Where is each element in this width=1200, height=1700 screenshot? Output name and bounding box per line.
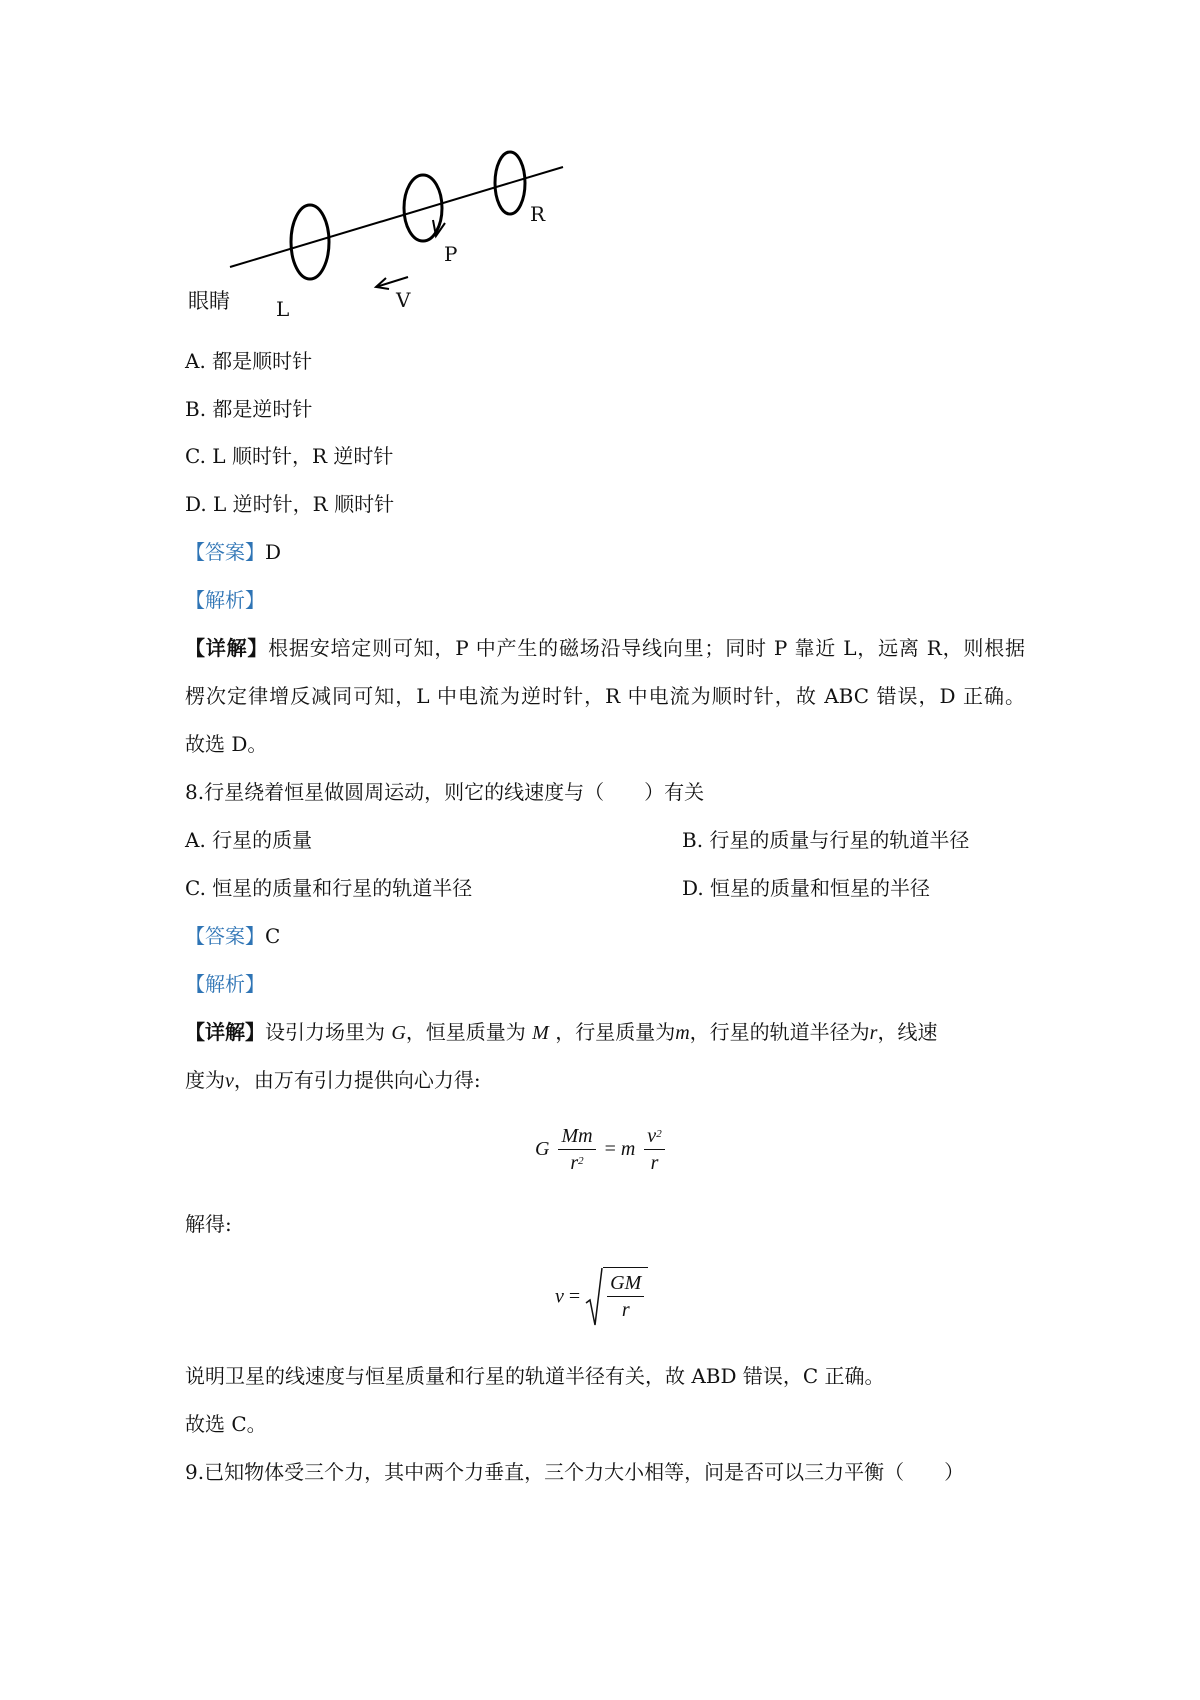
- fraction-numerator: [644, 1123, 664, 1150]
- q8-detail-line-1: [185, 1019, 1025, 1046]
- answer-tag: 【答案】: [185, 540, 265, 564]
- q7-option-d: D. L 逆时针，R 顺时针: [185, 492, 395, 516]
- fraction-denominator: r: [621, 1299, 630, 1321]
- eq-equals: =: [604, 1138, 616, 1160]
- eq-equals: =: [568, 1285, 581, 1308]
- radical-sign: [585, 1267, 603, 1327]
- den-base: r: [570, 1152, 579, 1174]
- ring-L-label: L: [276, 297, 290, 321]
- q8-explanation: 说明卫星的线速度与恒星质量和行星的轨道半径有关，故 ABD 错误，C 正确。: [185, 1364, 885, 1388]
- fraction-gm-r: [607, 1270, 644, 1323]
- detail-text: 度为: [185, 1068, 225, 1092]
- answer-value: C: [265, 924, 281, 948]
- q8-option-a: A. 行星的质量: [185, 828, 313, 852]
- diagram-figure: [180, 150, 580, 330]
- detail-tag: 【详解】: [185, 1020, 265, 1044]
- q7-answer: [185, 539, 281, 565]
- fraction-numerator: Mm: [558, 1123, 595, 1150]
- den-exponent: 2: [578, 1155, 584, 1167]
- q7-detail-line-2: 楞次定律增反减同可知，L 中电流为逆时针，R 中电流为顺时针，故 ABC 错误，D 正确。: [185, 684, 1025, 708]
- q7-conclusion: 故选 D。: [185, 732, 268, 756]
- symbol-m: m: [675, 1022, 690, 1044]
- equation-velocity: [555, 1267, 648, 1327]
- symbol-r: r: [869, 1022, 878, 1044]
- square-root: [585, 1267, 648, 1327]
- detail-text: 根据安培定则可知，P 中产生的磁场沿导线向里；同时 P 靠近 L，远离 R，则根据: [268, 636, 1025, 660]
- q8-answer: [185, 923, 280, 949]
- fraction-right: [644, 1123, 664, 1176]
- solve-label: 解得:: [185, 1212, 232, 1236]
- detail-text: ，行星的轨道半径为: [689, 1020, 870, 1044]
- q7-option-c: C. L 顺时针，R 逆时针: [185, 444, 394, 468]
- q8-analysis-tag: 【解析】: [185, 972, 265, 996]
- q7-option-b: B. 都是逆时针: [185, 397, 313, 421]
- eq-m: m: [620, 1138, 636, 1160]
- symbol-v: v: [225, 1070, 234, 1092]
- num-exponent: 2: [656, 1128, 662, 1140]
- q7-option-a: A. 都是顺时针: [185, 349, 313, 373]
- detail-tag: 【详解】: [185, 636, 269, 660]
- ring-R-label: R: [530, 202, 546, 226]
- answer-value: D: [265, 540, 282, 564]
- fraction-denominator: r: [650, 1152, 659, 1174]
- eq-v: v: [555, 1285, 564, 1308]
- induction-diagram: [180, 150, 580, 330]
- fraction-left: [558, 1123, 595, 1176]
- q8-question: 8.行星绕着恒星做圆周运动，则它的线速度与（ ）有关: [185, 780, 705, 804]
- answer-tag: 【答案】: [185, 924, 265, 948]
- q7-analysis-tag: 【解析】: [185, 588, 265, 612]
- fraction-numerator: GM: [607, 1270, 644, 1297]
- velocity-label: V: [396, 288, 411, 312]
- wire-line: [230, 167, 563, 267]
- q8-option-c: C. 恒星的质量和行星的轨道半径: [185, 876, 473, 900]
- q8-option-b: B. 行星的质量与行星的轨道半径: [682, 828, 970, 852]
- q8-conclusion: 故选 C。: [185, 1412, 267, 1436]
- equation-gravity: [535, 1123, 669, 1176]
- detail-text: ，行星质量为: [555, 1020, 676, 1044]
- detail-text: 设引力场里为: [265, 1020, 385, 1044]
- ring-P-label: P: [444, 242, 458, 266]
- q9-question: 9.已知物体受三个力，其中两个力垂直，三个力大小相等，问是否可以三力平衡（ ）: [185, 1460, 965, 1484]
- symbol-M: M: [532, 1022, 549, 1044]
- fraction-denominator: [558, 1150, 595, 1176]
- radicand: [603, 1267, 648, 1327]
- eq-G: G: [535, 1138, 550, 1160]
- symbol-G: G: [391, 1022, 406, 1044]
- detail-text: ，恒星质量为: [405, 1020, 526, 1044]
- q8-detail-line-2: [185, 1067, 481, 1094]
- num-base: v: [647, 1125, 657, 1147]
- detail-text: ，由万有引力提供向心力得:: [233, 1068, 481, 1092]
- q8-option-d: D. 恒星的质量和恒星的半径: [682, 876, 931, 900]
- eye-label: 眼睛: [188, 289, 230, 313]
- q7-detail-line-1: [185, 635, 1025, 661]
- detail-text: ，线速: [877, 1020, 938, 1044]
